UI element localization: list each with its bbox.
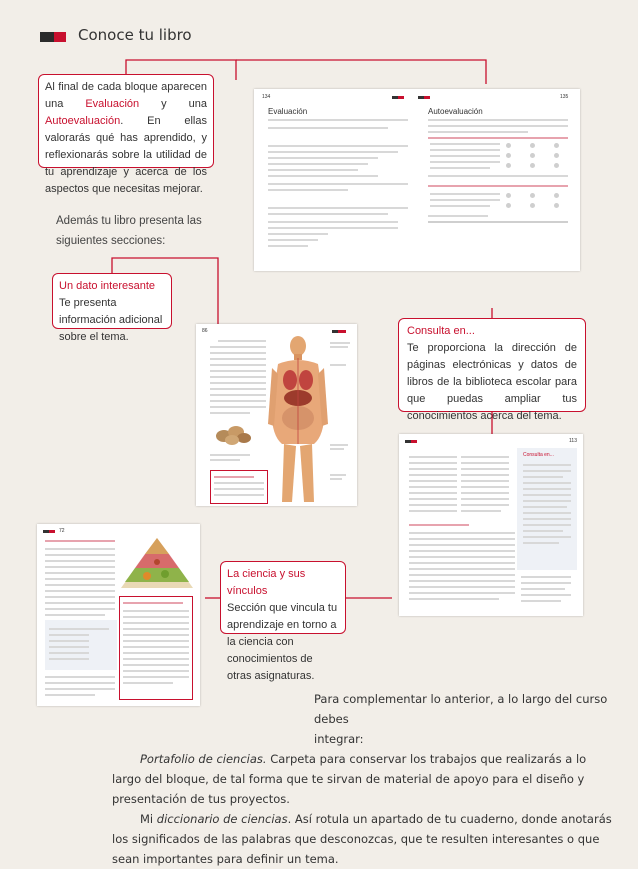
closing-lead: Para complementar lo anterior, a lo largo del curso debes [314,692,608,726]
callout-body: Te proporciona la dirección de páginas electrónicas y datos de libros de la biblioteca escolar para que puedas ampliar tus conocimientos acerca del tema. [407,342,577,422]
dictionary-paragraph: Mi diccionario de ciencias. Así rotula un apartado de tu cuaderno, donde anotarás los significados de las palabras que desconozcas, que te resulten interesantes o que sean importantes para definir un tema. [112,812,612,866]
evaluacion-title: Evaluación [268,107,308,116]
page-title: Conoce tu libro [78,26,192,44]
callout-consulta [398,318,586,422]
header-red-block [54,32,66,42]
sections-intro: Además tu libro presenta las siguientes secciones: [56,215,202,247]
callout-dato-interesante [52,273,172,343]
callout-ciencia-vinculos [220,561,346,682]
consulta-box: Consulta en... [517,448,577,570]
autoevaluacion-title: Autoevaluación [428,107,483,116]
portfolio-paragraph: Portafolio de ciencias. Carpeta para conservar los trabajos que realizarás a lo largo del bloque, de tal forma que te sirvan de material de apoyo para el diseño y presentación de tus proyectos. [112,752,587,806]
callout-body: Te presenta información adicional sobre el tema. [59,297,163,343]
evaluacion-highlight: Evaluación [85,98,140,110]
callout-title: Un dato interesante [59,280,156,292]
callout-title: Consulta en... [407,325,475,337]
mini-page-evaluacion: 134 135 Evaluación Autoevaluación [254,89,580,271]
closing-integrar: integrar: [314,732,364,746]
ciencia-box [119,596,193,700]
food-pyramid-illustration [117,536,197,592]
header-dark-block [40,32,54,42]
page-header [0,22,638,52]
mini-page-consulta: 113 Consulta en... [399,434,583,616]
autoevaluacion-highlight: Autoevaluación [45,115,121,127]
closing-text [112,689,612,869]
portfolio-title: Portafolio de ciencias. [140,752,267,766]
mini-page-body: 86 [196,324,357,506]
callout-title: La ciencia y sus vínculos [227,568,306,597]
dictionary-title: diccionario de ciencias [156,812,288,826]
human-body-illustration [268,334,328,506]
callout-body: Sección que vincula tu aprendizaje en torno a la ciencia con conocimientos de otras asignaturas. [227,602,338,682]
nuts-illustration [214,418,254,448]
mini-page-pyramid: 72 [37,524,200,706]
callout-evaluacion: Al final de cada bloque aparecen una Evaluación y una Autoevaluación. En ellas valorarás qué has aprendido, y reflexionarás sobre la utilidad de tu aprendizaje y acerca de los aspectos que necesitas mejorar. [38,74,214,168]
